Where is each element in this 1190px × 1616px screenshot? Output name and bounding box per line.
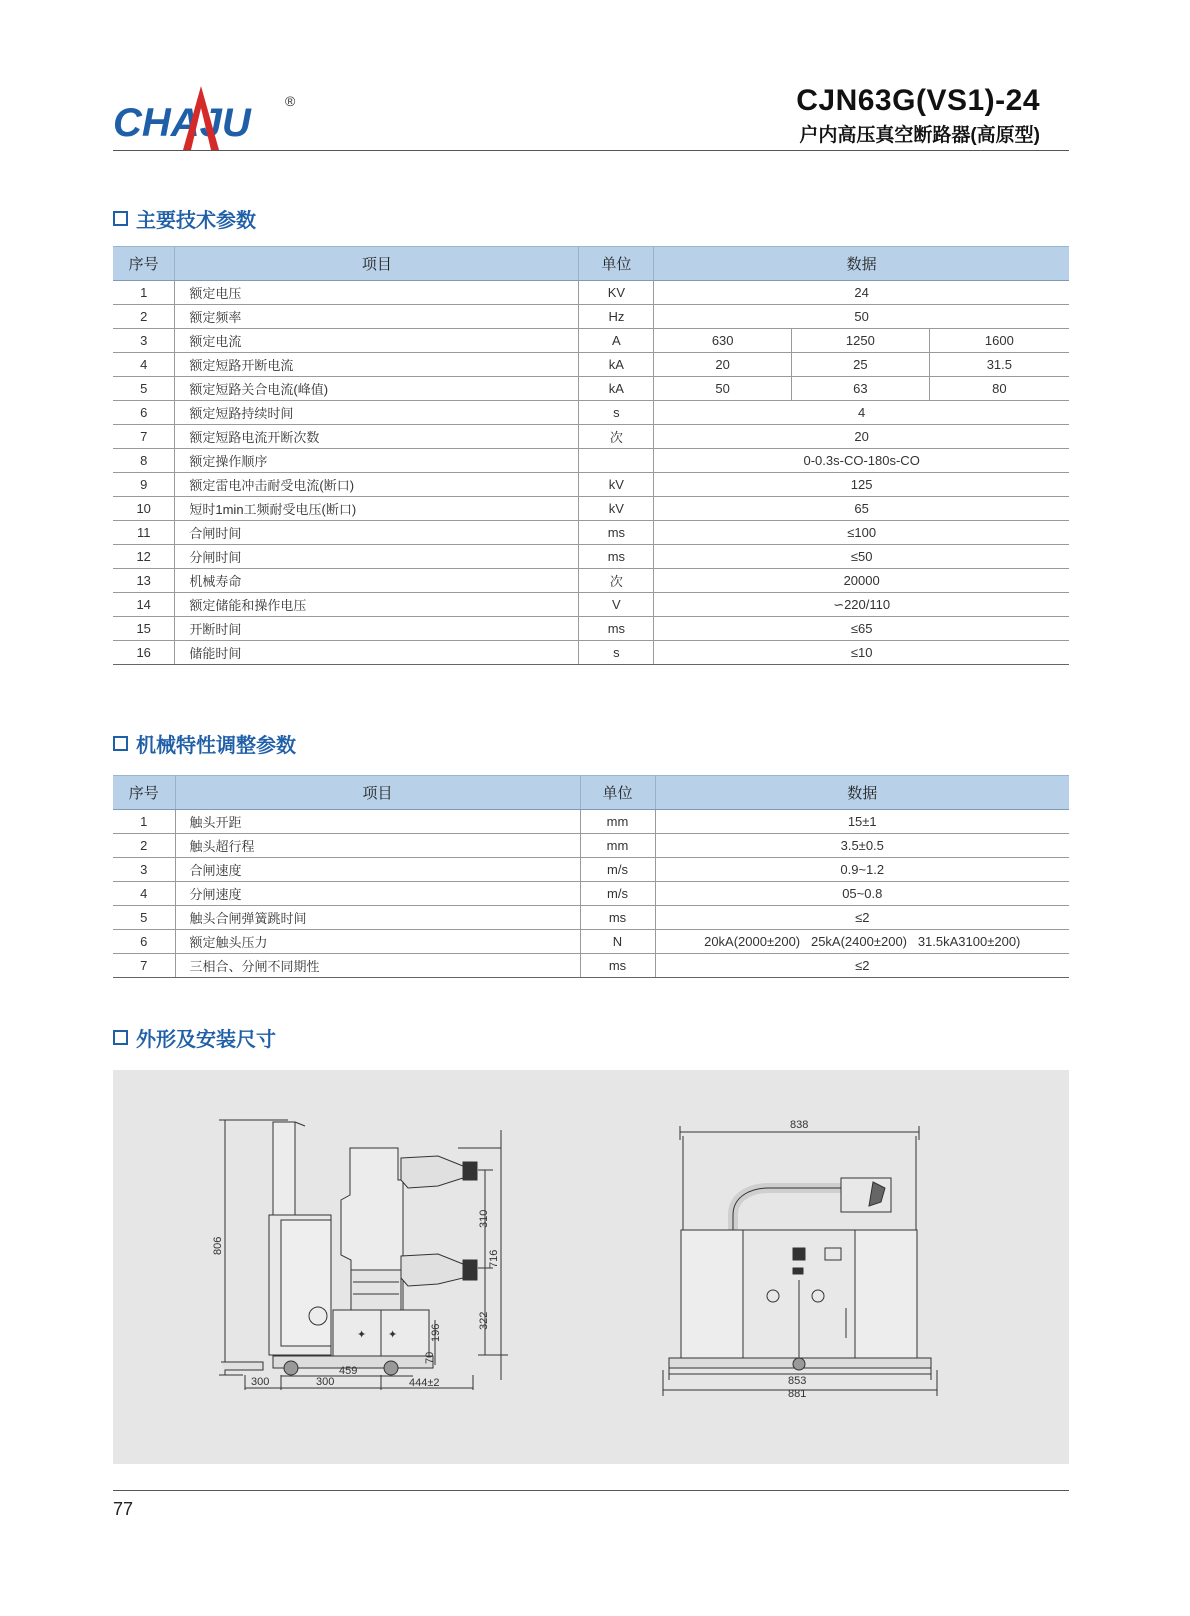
row-data: 0.9~1.2 <box>655 858 1069 882</box>
table-header-row <box>113 776 1069 810</box>
dim-label: 300 <box>316 1376 335 1388</box>
row-item: 触头合闸弹簧跳时间 <box>175 906 580 930</box>
row-item: 额定操作顺序 <box>175 449 579 473</box>
front-view-drawing <box>663 1126 937 1396</box>
table-row <box>113 569 1069 593</box>
row-data: 05~0.8 <box>655 882 1069 906</box>
table-row <box>113 641 1069 665</box>
table-row <box>113 545 1069 569</box>
page-number: 77 <box>113 1499 134 1519</box>
row-item: 分闸时间 <box>175 545 579 569</box>
row-unit: N <box>580 930 655 954</box>
checkbox-square-icon <box>113 736 128 751</box>
dim-label: 196 <box>430 1323 442 1342</box>
row-data: 0-0.3s-CO-180s-CO <box>654 449 1069 473</box>
row-data: ∽220/110 <box>654 593 1069 617</box>
column-header: 数据 <box>654 247 1069 281</box>
table-row <box>113 425 1069 449</box>
row-item: 额定雷电冲击耐受电流(断口) <box>175 473 579 497</box>
table-row <box>113 930 1069 954</box>
header-divider <box>113 150 1069 151</box>
row-number: 14 <box>113 593 175 617</box>
table-row <box>113 858 1069 882</box>
row-number: 4 <box>113 882 175 906</box>
row-data: 3.5±0.5 <box>655 834 1069 858</box>
section-title-text: 机械特性调整参数 <box>136 734 296 757</box>
row-item: 额定电压 <box>175 281 579 305</box>
row-number: 1 <box>113 281 175 305</box>
column-header: 单位 <box>580 776 655 810</box>
row-data: 15±1 <box>655 810 1069 834</box>
row-data: 4 <box>654 401 1069 425</box>
row-unit: ms <box>580 954 655 978</box>
table-row <box>113 521 1069 545</box>
row-item: 额定频率 <box>175 305 579 329</box>
row-item: 短时1min工频耐受电压(断口) <box>175 497 579 521</box>
svg-text:✦: ✦ <box>388 1329 398 1341</box>
row-number: 2 <box>113 305 175 329</box>
dimension-drawing-panel <box>113 1070 1069 1464</box>
row-unit: m/s <box>580 858 655 882</box>
row-number: 1 <box>113 810 175 834</box>
svg-text:✦: ✦ <box>357 1329 367 1341</box>
mechanical-table <box>113 775 1069 978</box>
row-number: 7 <box>113 425 175 449</box>
dim-label: 444±2 <box>409 1377 440 1389</box>
row-item: 储能时间 <box>175 641 579 665</box>
row-unit: mm <box>580 810 655 834</box>
row-data: ≤10 <box>654 641 1069 665</box>
row-data: ≤2 <box>655 906 1069 930</box>
row-item: 额定短路关合电流(峰值) <box>175 377 579 401</box>
row-item: 开断时间 <box>175 617 579 641</box>
row-number: 2 <box>113 834 175 858</box>
table-header-row <box>113 247 1069 281</box>
dim-label: 806 <box>212 1236 224 1255</box>
dim-label: 459 <box>339 1365 358 1377</box>
row-data: 50 <box>654 305 1069 329</box>
table-row <box>113 810 1069 834</box>
table-row <box>113 882 1069 906</box>
table-row <box>113 497 1069 521</box>
row-data-cell: 50 <box>654 377 792 401</box>
footer-divider <box>113 1490 1069 1491</box>
dim-label: 310 <box>478 1209 490 1228</box>
row-number: 10 <box>113 497 175 521</box>
row-unit: kA <box>579 353 654 377</box>
row-number: 13 <box>113 569 175 593</box>
row-number: 15 <box>113 617 175 641</box>
row-item: 额定触头压力 <box>175 930 580 954</box>
table-row <box>113 593 1069 617</box>
dim-label: 70 <box>424 1351 436 1364</box>
row-data: ≤100 <box>654 521 1069 545</box>
row-data: 125 <box>654 473 1069 497</box>
row-data: 20000 <box>654 569 1069 593</box>
section-title-specs <box>113 206 256 230</box>
row-number: 3 <box>113 858 175 882</box>
row-data-cell: 1250 <box>792 329 930 353</box>
spec-table <box>113 246 1069 665</box>
table-row <box>113 329 1069 353</box>
row-data: ≤50 <box>654 545 1069 569</box>
row-item: 触头开距 <box>175 810 580 834</box>
row-unit: ms <box>579 521 654 545</box>
row-data-cell: 31.5 <box>929 353 1069 377</box>
registered-mark: ® <box>285 93 296 109</box>
row-item: 额定短路开断电流 <box>175 353 579 377</box>
row-number: 9 <box>113 473 175 497</box>
column-header: 数据 <box>655 776 1069 810</box>
side-view-drawing <box>219 1120 508 1390</box>
row-item: 合闸速度 <box>175 858 580 882</box>
table-row <box>113 449 1069 473</box>
dim-label: 881 <box>788 1388 807 1400</box>
row-number: 5 <box>113 906 175 930</box>
table-row <box>113 834 1069 858</box>
row-item: 合闸时间 <box>175 521 579 545</box>
checkbox-square-icon <box>113 211 128 226</box>
dim-label: 322 <box>478 1311 490 1330</box>
row-number: 6 <box>113 930 175 954</box>
row-unit: kV <box>579 473 654 497</box>
row-data: ≤65 <box>654 617 1069 641</box>
row-unit: mm <box>580 834 655 858</box>
table-row <box>113 377 1069 401</box>
dim-label: 716 <box>488 1249 500 1268</box>
dimension-drawing <box>113 1070 1069 1464</box>
row-unit: m/s <box>580 882 655 906</box>
section-title-mechanical <box>113 731 296 755</box>
table-row <box>113 353 1069 377</box>
column-header: 序号 <box>113 776 175 810</box>
table-row <box>113 473 1069 497</box>
checkbox-square-icon <box>113 1030 128 1045</box>
row-unit <box>579 449 654 473</box>
row-item: 触头超行程 <box>175 834 580 858</box>
row-data-cell: 25 <box>792 353 930 377</box>
row-unit: ms <box>580 906 655 930</box>
section-title-text: 外形及安装尺寸 <box>136 1028 276 1051</box>
table-row <box>113 281 1069 305</box>
row-unit: kA <box>579 377 654 401</box>
row-unit: kV <box>579 497 654 521</box>
row-unit: A <box>579 329 654 353</box>
row-number: 8 <box>113 449 175 473</box>
table-row <box>113 617 1069 641</box>
brand-logo <box>113 84 313 154</box>
table-row <box>113 906 1069 930</box>
row-item: 额定短路持续时间 <box>175 401 579 425</box>
row-item: 额定短路电流开断次数 <box>175 425 579 449</box>
row-data-cell: 20 <box>654 353 792 377</box>
row-data-cell: 80 <box>929 377 1069 401</box>
product-name: 户内高压真空断路器(高原型) <box>799 125 1040 146</box>
row-item: 额定储能和操作电压 <box>175 593 579 617</box>
row-unit: 次 <box>579 425 654 449</box>
section-title-text: 主要技术参数 <box>136 209 256 232</box>
dim-label: 853 <box>788 1375 807 1387</box>
table-row <box>113 954 1069 978</box>
row-item: 额定电流 <box>175 329 579 353</box>
row-data-cell: 63 <box>792 377 930 401</box>
row-unit: 次 <box>579 569 654 593</box>
column-header: 序号 <box>113 247 175 281</box>
row-item: 三相合、分闸不同期性 <box>175 954 580 978</box>
section-title-dimensions <box>113 1025 276 1049</box>
row-number: 11 <box>113 521 175 545</box>
row-number: 7 <box>113 954 175 978</box>
product-model: CJN63G(VS1)-24 <box>796 84 1040 117</box>
row-unit: s <box>579 641 654 665</box>
row-unit: KV <box>579 281 654 305</box>
row-number: 3 <box>113 329 175 353</box>
column-header: 单位 <box>579 247 654 281</box>
row-unit: ms <box>579 617 654 641</box>
row-number: 6 <box>113 401 175 425</box>
row-number: 12 <box>113 545 175 569</box>
row-number: 5 <box>113 377 175 401</box>
row-data: 24 <box>654 281 1069 305</box>
row-data: 65 <box>654 497 1069 521</box>
row-item: 机械寿命 <box>175 569 579 593</box>
row-unit: s <box>579 401 654 425</box>
row-data-cell: 630 <box>654 329 792 353</box>
row-item: 分闸速度 <box>175 882 580 906</box>
row-number: 16 <box>113 641 175 665</box>
row-unit: Hz <box>579 305 654 329</box>
row-number: 4 <box>113 353 175 377</box>
row-unit: V <box>579 593 654 617</box>
dim-label: 838 <box>790 1119 809 1131</box>
column-header: 项目 <box>175 247 579 281</box>
row-data: ≤2 <box>655 954 1069 978</box>
row-data: 20kA(2000±200) 25kA(2400±200) 31.5kA3100±200) <box>655 930 1069 954</box>
dim-label: 300 <box>251 1376 270 1388</box>
column-header: 项目 <box>175 776 580 810</box>
row-data: 20 <box>654 425 1069 449</box>
table-row <box>113 401 1069 425</box>
brand-logo-text: CHAJU <box>113 101 251 145</box>
row-data-cell: 1600 <box>929 329 1069 353</box>
row-unit: ms <box>579 545 654 569</box>
table-row <box>113 305 1069 329</box>
